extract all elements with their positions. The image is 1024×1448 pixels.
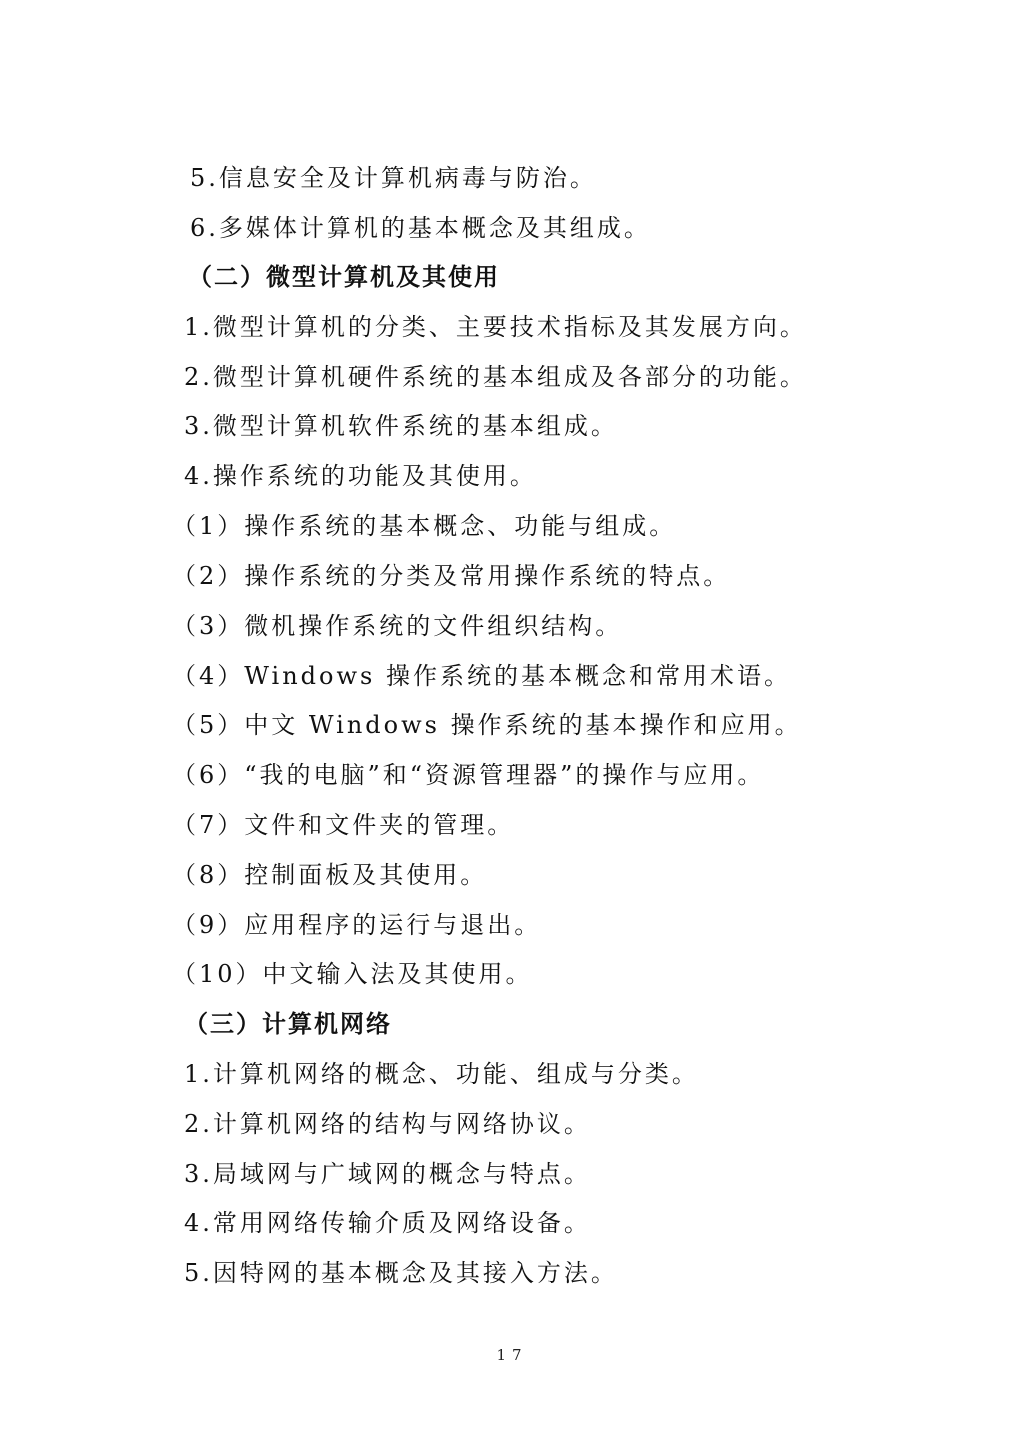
sub-list-item: （5）中文 Windows 操作系统的基本操作和应用。 (172, 711, 802, 739)
sub-list-item: （10）中文输入法及其使用。 (172, 960, 533, 988)
section-heading: （二）微型计算机及其使用 (188, 262, 500, 291)
list-item: 4.操作系统的功能及其使用。 (184, 462, 537, 490)
sub-list-item: （4）Windows 操作系统的基本概念和常用术语。 (172, 662, 791, 690)
sub-list-item: （1）操作系统的基本概念、功能与组成。 (172, 512, 677, 540)
sub-list-item: （9）应用程序的运行与退出。 (172, 911, 542, 939)
page-number: 17 (496, 1346, 528, 1364)
list-item: 1.微型计算机的分类、主要技术指标及其发展方向。 (184, 313, 807, 341)
list-item: 1.计算机网络的概念、功能、组成与分类。 (184, 1060, 699, 1088)
list-item: 4.常用网络传输介质及网络设备。 (184, 1209, 591, 1237)
list-item: 2.计算机网络的结构与网络协议。 (184, 1110, 591, 1138)
list-item: 2.微型计算机硬件系统的基本组成及各部分的功能。 (184, 363, 807, 391)
sub-list-item: （3）微机操作系统的文件组织结构。 (172, 612, 623, 640)
section-heading: （三）计算机网络 (184, 1009, 392, 1038)
sub-list-item: （7）文件和文件夹的管理。 (172, 811, 515, 839)
sub-list-item: （8）控制面板及其使用。 (172, 861, 488, 889)
list-item: 3.微型计算机软件系统的基本组成。 (184, 412, 618, 440)
list-item: 3.局域网与广域网的概念与特点。 (184, 1160, 591, 1188)
list-item: 5.信息安全及计算机病毒与防治。 (190, 164, 597, 192)
list-item: 5.因特网的基本概念及其接入方法。 (184, 1259, 618, 1287)
sub-list-item: （2）操作系统的分类及常用操作系统的特点。 (172, 562, 731, 590)
sub-list-item: （6）“我的电脑”和“资源管理器”的操作与应用。 (172, 761, 765, 789)
list-item: 6.多媒体计算机的基本概念及其组成。 (190, 214, 651, 242)
